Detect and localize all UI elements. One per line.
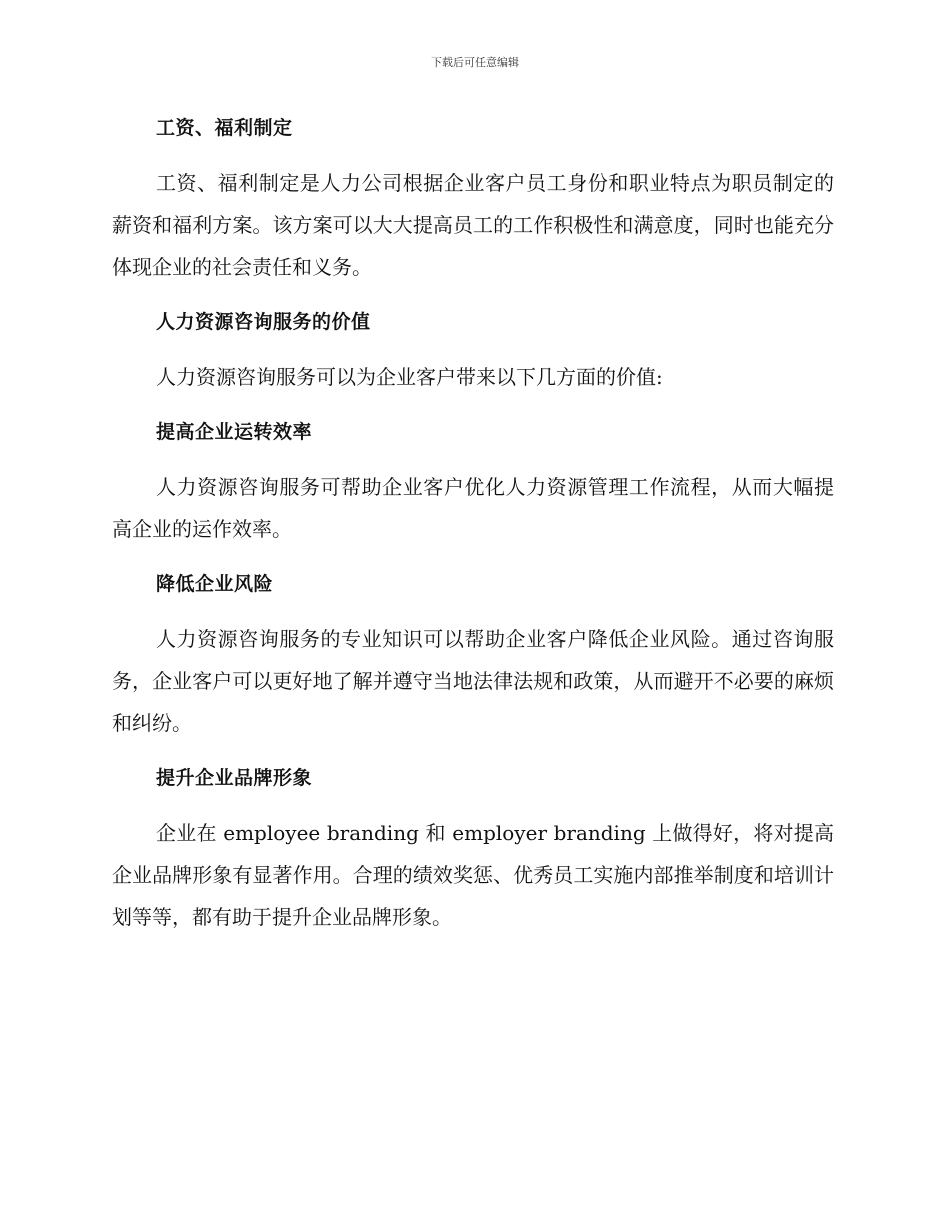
- section-heading-brand-image: 提升企业品牌形象: [156, 767, 313, 789]
- section-heading-consulting-value: 人力资源咨询服务的价值: [156, 311, 371, 333]
- section-heading-salary-benefits: 工资、福利制定: [156, 117, 293, 139]
- section-paragraph-brand-image: 企业在 employee branding 和 employer branding 上做得好，将对提高企业品牌形象有显著作用。合理的绩效奖惩、优秀员工实施内部推举制度和培训计划等等，都有助于提升企业品牌形象。: [112, 821, 834, 929]
- page-header: 下载后可任意编辑: [431, 56, 519, 69]
- section-paragraph-risk: 人力资源咨询服务的专业知识可以帮助企业客户降低企业风险。通过咨询服务，企业客户可以更好地了解并遵守当地法律法规和政策，从而避开不必要的麻烦和纠纷。: [112, 627, 834, 735]
- section-paragraph-consulting-value: 人力资源咨询服务可以为企业客户带来以下几方面的价值:: [156, 365, 663, 389]
- section-paragraph-salary-benefits: 工资、福利制定是人力公司根据企业客户员工身份和职业特点为职员制定的薪资和福利方案。该方案可以大大提高员工的工作积极性和满意度，同时也能充分体现企业的社会责任和义务。: [112, 171, 834, 279]
- section-heading-risk: 降低企业风险: [156, 573, 274, 595]
- section-heading-efficiency: 提高企业运转效率: [156, 421, 313, 443]
- section-paragraph-efficiency: 人力资源咨询服务可帮助企业客户优化人力资源管理工作流程，从而大幅提高企业的运作效率。: [112, 475, 834, 541]
- document-body: [112, 108, 834, 952]
